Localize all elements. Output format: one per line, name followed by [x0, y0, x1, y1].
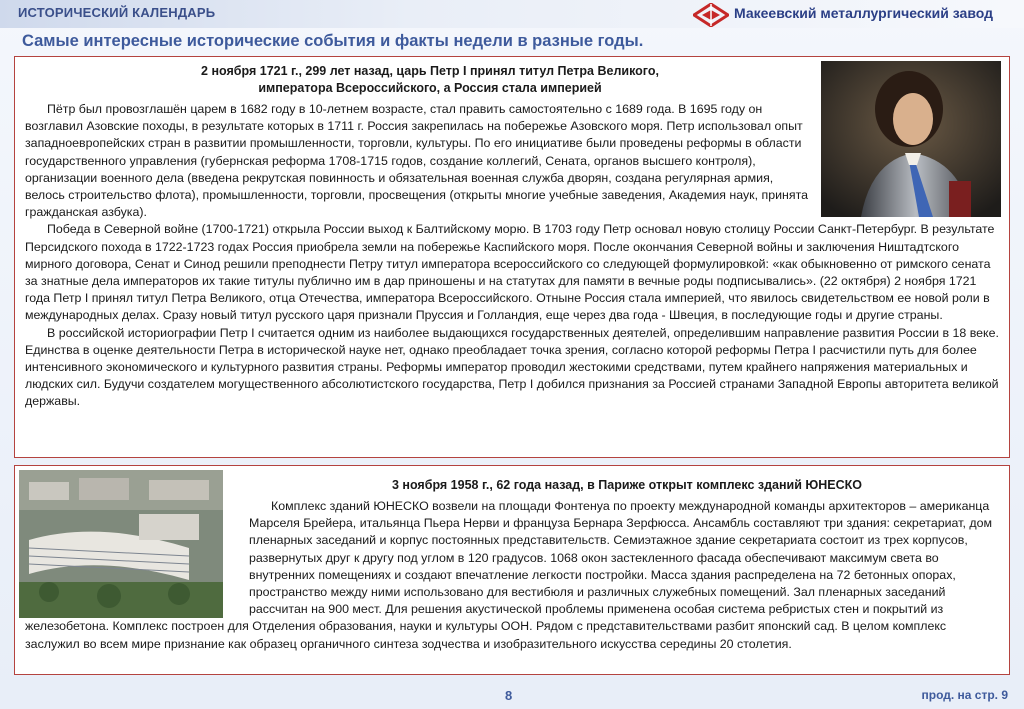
continued-on-page: прод. на стр. 9 [921, 688, 1008, 702]
article1-paragraph: В российской историографии Петр I считается одним из наиболее выдающихся государственных деятелей, определившим направление развития России в 18 веке. Единства в оценке деятельности Петра в исторической науке нет, однако преобладает точка зрения, согласно которой реформы Петра I расчистили путь для более интенсивного экономического и культурного развития страны. Реформы император проводил жестокими средствами, путем крайнего напряжения материальных и людских сил. Будучи создателем могущественного абсолютистского государства, Петр I добился признания за Россией странами Западной Европы авторитета великой державы. [25, 325, 999, 409]
page-number: 8 [505, 688, 513, 703]
photo-spacer [811, 101, 1001, 215]
article1-paragraph: Пётр был провозглашён царем в 1682 году в 10-летнем возрасте, стал править самостоятельно с 1689 года. В 1695 году он возглавил Азовские походы, в результате которых в 1711 г. Россия закрепилась на побережье Азовского моря. Петр использовал опыт западноевропейских стран в развитии промышленности, торговли, культуры. По его инициативе были проведены реформы в области государственного управления (губернская реформа 1708-1715 годов, создание коллегий, Сената, органов высшего контроля), организации военного дела (введена рекрутская повинность и обязательная военная служба дворян, создана регулярная армия, велось строительство флота), промышленности, торговли, просвещения (открыты многие учебные заведения, Академия наук, принята гражданская азбука). [25, 102, 808, 220]
article2-body [25, 498, 1003, 653]
article-peter-the-great [14, 56, 1010, 458]
article1-title [105, 63, 755, 97]
company-name: Макеевский металлургический завод [734, 5, 994, 21]
photo-spacer [25, 498, 249, 618]
company-logo-icon [693, 3, 729, 27]
page-headline: Самые интересные исторические события и факты недели в разные годы. [22, 32, 644, 50]
article1-body [25, 101, 1001, 411]
article1-title-line1: 2 ноября 1721 г., 299 лет назад, царь Петр I принял титул Петра Великого, [201, 64, 659, 78]
article2-title: 3 ноября 1958 г., 62 года назад, в Париже открыт комплекс зданий ЮНЕСКО [391, 478, 862, 492]
section-title: ИСТОРИЧЕСКИЙ КАЛЕНДАРЬ [18, 5, 216, 20]
article1-title-line2: императора Всероссийского, а Россия стала империей [258, 81, 602, 95]
article1-paragraph: Победа в Северной войне (1700-1721) открыла России выход к Балтийскому морю. В 1703 году Петр основал новую столицу России Санкт-Петербург. В результате Персидского похода в 1722-1723 годах Россия приобрела земли на побережье Каспийского моря. После окончания Северной войны и заключения Ништадтского мирного договора, Сенат и Синод решили преподнести Петру титул императора всероссийского со следующей формулировкой: «как обыкновенно от римского сената за знатные дела императоров их такие титулы публично им в дар приношены и на статутах для памяти в вечные роды подписывались». (22 октября) 2 ноября 1721 года Петр I принял титул Петра Великого, отца Отечества, императора Всероссийского. Отныне Россия стала империей, что явилось свидетельством ее новой роли в международных делах. Сразу новый титул русского царя признали Пруссия и Голландия, еще через два года - Швеция, в последующие годы и другие страны. [25, 222, 995, 323]
article2-paragraph: Комплекс зданий ЮНЕСКО возвели на площади Фонтенуа по проекту международной команды архитекторов – американца Марселя Брейера, итальянца Пьера Нерви и француза Бернара Зерфюсса. Ансамбль составляют три здания: секретариат, дом пленарных заседаний и корпус постоянных представительств. Семиэтажное здание секретариата состоит из трех корпусов, развернутых друг к другу под углом в 120 градусов. 1068 окон застекленного фасада обеспечивают максимум света во внутренних помещениях и создают впечатление легкости постройки. Масса здания распределена на 72 бетонных опорах, пространство между ними использовано для вестибюля и различных служебных помещений. Зал пленарных заседаний рассчитан на 900 мест. Для решения акустической проблемы применена особая система ребристых стен и покрытий из железобетона. Комплекс построен для Отделения образования, науки и культуры ООН. Рядом с представительствами разбит японский сад. В целом комплекс заслужил во всем мире признание как образец органичного синтеза зодчества и изобразительного искусства середины 20 столетия. [25, 499, 992, 651]
article-unesco [14, 465, 1010, 675]
